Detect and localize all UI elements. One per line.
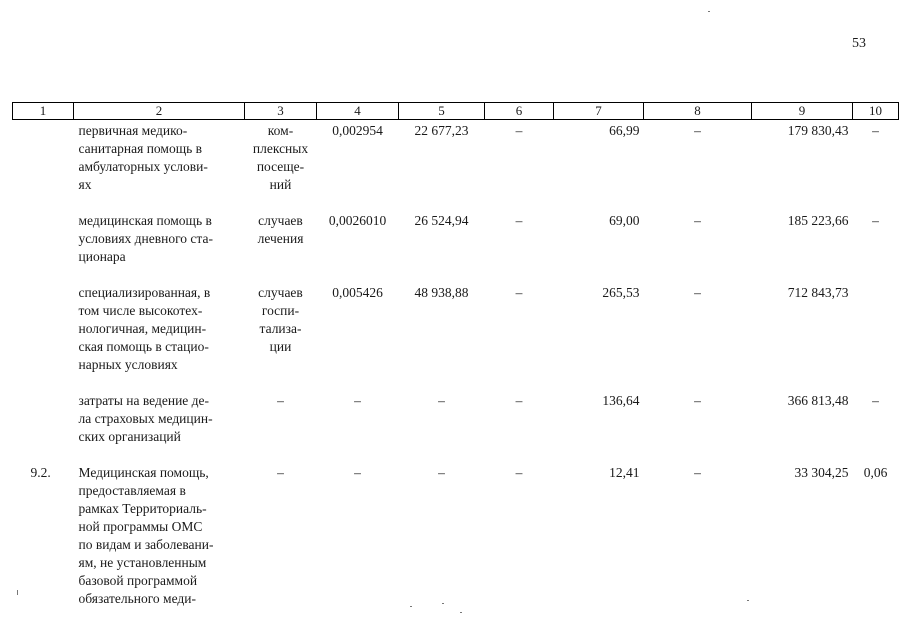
unit-line: посеще- <box>256 159 305 174</box>
table-row <box>13 120 899 195</box>
table-row <box>13 462 899 608</box>
description-line: ционара <box>78 249 126 264</box>
value-cell-c7: 12,41 <box>609 465 640 480</box>
row-number-cell <box>13 120 74 195</box>
value-cell-c4: 0,002954 <box>332 123 383 138</box>
table-row <box>13 282 899 374</box>
description-line: ям, не установленным <box>78 555 207 570</box>
value-cell-c9: 712 843,73 <box>787 285 849 300</box>
unit-cell <box>245 120 317 195</box>
row-number-cell: 9.2. <box>30 465 51 480</box>
column-header: 9 <box>752 103 853 120</box>
unit-line: – <box>277 465 284 480</box>
value-cell-c6: – <box>515 213 523 228</box>
value-cell-c9: 179 830,43 <box>787 123 849 138</box>
value-cell-c8: – <box>694 465 701 480</box>
scan-speck <box>17 590 18 595</box>
description-line: нарных условиях <box>78 357 178 372</box>
description-line: медицинская помощь в <box>78 213 212 228</box>
unit-line: случаев <box>258 213 303 228</box>
column-header: 1 <box>13 103 74 120</box>
value-cell-c10: – <box>872 123 879 138</box>
value-cell-c7: 136,64 <box>602 393 640 408</box>
description-line: условиях дневного ста- <box>78 231 213 246</box>
unit-line: тализа- <box>259 321 302 336</box>
description-line: затраты на ведение де- <box>78 393 210 408</box>
row-spacer-cell <box>13 266 899 282</box>
row-spacer <box>13 374 899 390</box>
value-cell-c6: – <box>515 393 523 408</box>
value-cell-c8: – <box>694 123 701 138</box>
value-cell-c5: – <box>438 465 445 480</box>
row-spacer-cell <box>13 194 899 210</box>
column-header: 8 <box>644 103 752 120</box>
description-line: рамках Территориаль- <box>78 501 207 516</box>
description-line: амбулаторных услови- <box>78 159 208 174</box>
column-header: 5 <box>399 103 485 120</box>
value-cell-c8: – <box>694 393 701 408</box>
value-cell-c6: – <box>515 465 523 480</box>
unit-line: госпи- <box>261 303 300 318</box>
value-cell-c4: – <box>354 393 361 408</box>
description-line: обязательного меди- <box>78 591 196 606</box>
value-cell-c5: 48 938,88 <box>414 285 469 300</box>
unit-cell <box>245 282 317 374</box>
column-header: 6 <box>485 103 554 120</box>
description-line: базовой программой <box>78 573 198 588</box>
value-cell-c5: 26 524,94 <box>414 213 469 228</box>
unit-line: плексных <box>252 141 309 156</box>
unit-line: ний <box>269 177 292 192</box>
row-spacer <box>13 194 899 210</box>
description-line: ла страховых медицин- <box>78 411 213 426</box>
unit-line: ком- <box>267 123 294 138</box>
scan-speck <box>708 11 710 12</box>
column-header: 7 <box>554 103 644 120</box>
value-cell-c10: – <box>872 393 879 408</box>
value-cell-c4: 0,0026010 <box>328 213 387 228</box>
description-cell <box>74 390 245 446</box>
value-cell-c6: – <box>515 123 523 138</box>
description-cell <box>74 282 245 374</box>
unit-cell <box>245 462 317 608</box>
page-number: 53 <box>852 36 866 51</box>
table-row <box>13 390 899 446</box>
value-cell-c9: 366 813,48 <box>787 393 849 408</box>
scan-speck <box>410 606 412 607</box>
description-line: ной программы ОМС <box>78 519 203 534</box>
column-header: 10 <box>853 103 899 120</box>
value-cell-c10: – <box>872 213 879 228</box>
unit-line: – <box>277 393 284 408</box>
scan-speck <box>442 603 444 604</box>
value-cell-c8: – <box>694 213 701 228</box>
column-header: 2 <box>74 103 245 120</box>
value-cell-c4: 0,005426 <box>332 285 383 300</box>
description-line: Медицинская помощь, <box>78 465 209 480</box>
description-cell <box>74 120 245 195</box>
row-number-cell <box>13 390 74 446</box>
row-spacer-cell <box>13 446 899 462</box>
description-line: предоставляемая в <box>78 483 186 498</box>
description-line: ских организаций <box>78 429 181 444</box>
value-cell-c7: 69,00 <box>609 213 640 228</box>
description-line: специализированная, в <box>78 285 211 300</box>
scan-speck <box>460 612 462 613</box>
data-table <box>12 102 899 608</box>
description-line: ях <box>78 177 92 192</box>
value-cell-c8: – <box>694 285 701 300</box>
row-number-cell <box>13 210 74 266</box>
description-line: первичная медико- <box>78 123 188 138</box>
value-cell-c9: 185 223,66 <box>787 213 849 228</box>
unit-line: лечения <box>257 231 304 246</box>
value-cell-c5: – <box>438 393 445 408</box>
unit-cell <box>245 210 317 266</box>
value-cell-c10 <box>853 282 899 374</box>
scan-speck <box>747 600 749 601</box>
description-cell <box>74 462 245 608</box>
description-line: том числе высокотех- <box>78 303 203 318</box>
column-header: 4 <box>317 103 399 120</box>
description-line: по видам и заболевани- <box>78 537 214 552</box>
description-cell <box>74 210 245 266</box>
row-number-cell <box>13 282 74 374</box>
value-cell-c7: 66,99 <box>609 123 640 138</box>
column-header: 3 <box>245 103 317 120</box>
unit-line: случаев <box>258 285 303 300</box>
value-cell-c7: 265,53 <box>602 285 640 300</box>
row-spacer-cell <box>13 374 899 390</box>
unit-cell <box>245 390 317 446</box>
description-line: нологичная, медицин- <box>78 321 207 336</box>
value-cell-c5: 22 677,23 <box>414 123 469 138</box>
value-cell-c10: 0,06 <box>863 465 888 480</box>
row-spacer <box>13 266 899 282</box>
unit-line: ции <box>269 339 292 354</box>
description-line: санитарная помощь в <box>78 141 203 156</box>
table-row <box>13 210 899 266</box>
value-cell-c9: 33 304,25 <box>794 465 849 480</box>
value-cell-c6: – <box>515 285 523 300</box>
row-spacer <box>13 446 899 462</box>
header-row <box>13 103 899 120</box>
value-cell-c4: – <box>354 465 361 480</box>
description-line: ская помощь в стацио- <box>78 339 209 354</box>
